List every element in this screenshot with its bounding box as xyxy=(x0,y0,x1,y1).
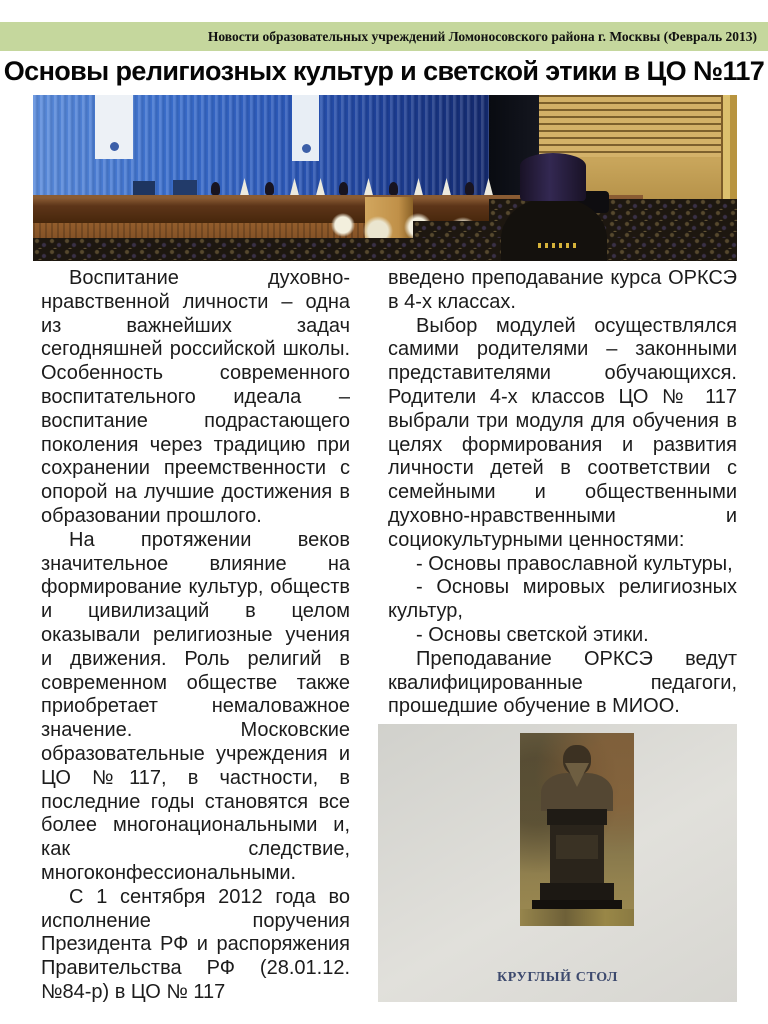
person-figure xyxy=(315,178,326,195)
stage-banner-center xyxy=(292,95,319,161)
person-figure xyxy=(289,178,300,195)
pedestal-top xyxy=(547,809,607,825)
banner-emblem xyxy=(302,144,311,153)
round-table-caption: КРУГЛЫЙ СТОЛ xyxy=(496,970,619,985)
person-figure xyxy=(339,182,348,195)
person-figure xyxy=(211,182,220,195)
person-figure xyxy=(413,178,424,195)
person-figure xyxy=(363,178,374,195)
paragraph-module-choice: Выбор модулей осуществлялся самими родителями – законными представителями обучающихся. Родители 4-х классов ЦО № 117 выбрали три модуля для обучения в целях формирования и развития личности детей в соответствии с семейными и общественными духовно-нравственными и социокультурными ценностями: xyxy=(388,314,737,551)
article-column-left xyxy=(41,267,350,1005)
priest-kamilavka-hat xyxy=(520,153,586,201)
banner-emblem xyxy=(110,142,119,151)
person-figure xyxy=(389,182,398,195)
priest-collar xyxy=(538,243,580,248)
table-monitor xyxy=(133,181,155,195)
module-item-secular-ethics: - Основы светской этики. xyxy=(416,623,649,646)
conference-hall-photo xyxy=(33,95,737,261)
paragraph-teachers: Преподавание ОРКСЭ ведут квалифицированные педагоги, прошедшие обучение в МИОО. xyxy=(388,647,737,718)
paragraph-decree-continued: введено преподавание курса ОРКСЭ в 4-х классах. xyxy=(388,267,737,313)
monument-bust-photo xyxy=(520,733,634,926)
newsletter-header-text: Новости образовательных учреждений Ломоносовского района г. Москвы (Февраль 2013) xyxy=(207,29,757,44)
pedestal-step xyxy=(540,883,614,900)
round-table-slide-photo xyxy=(378,724,737,1002)
article-column-right xyxy=(388,267,737,719)
person-figure xyxy=(265,182,274,195)
paragraph-religions-role: На протяжении веков значительное влияние на формирование культур, обществ и цивилизаций в целом оказывали религиозные учения и движения. Роль религий в современном обществе также приобретает немаловажное значение. Московские образовательные учреждения и ЦО №117, в частности, в последние годы становятся все более многонациональными и, как следствие, многоконфессиональными. xyxy=(41,528,350,884)
person-figure xyxy=(465,182,474,195)
paragraph-decree: С 1 сентября 2012 года во исполнение поручения Президента РФ и распоряжения Правительства РФ (28.01.12. №84-р) в ЦО № 117 xyxy=(41,885,350,1003)
wood-wall-slats xyxy=(539,95,737,157)
presidium-people xyxy=(203,171,493,197)
paragraph-upbringing: Воспитание духовно-нравственной личности – одна из важнейших задач сегодняшней российской школы. Особенность современного воспитательного идеала – воспитание подрастающего поколения через традицию при сохранении преемственности с опорой на лучшие достижения в образовании прошлого. xyxy=(41,267,350,527)
newsletter-header-bar xyxy=(0,22,768,51)
article-title: Основы религиозных культур и светской этики в ЦО №117 xyxy=(3,56,765,86)
module-item-orthodox: - Основы православной культуры, xyxy=(416,552,733,575)
table-monitor xyxy=(173,180,197,195)
grass-ground xyxy=(520,909,634,926)
person-figure xyxy=(441,178,452,195)
person-figure xyxy=(239,178,250,195)
stage-banner-left xyxy=(95,95,133,159)
module-item-world-religions: - Основы мировых религиозных культур, xyxy=(388,576,737,623)
pedestal-plaque xyxy=(556,835,598,859)
person-figure xyxy=(483,178,494,195)
audience xyxy=(33,238,737,261)
